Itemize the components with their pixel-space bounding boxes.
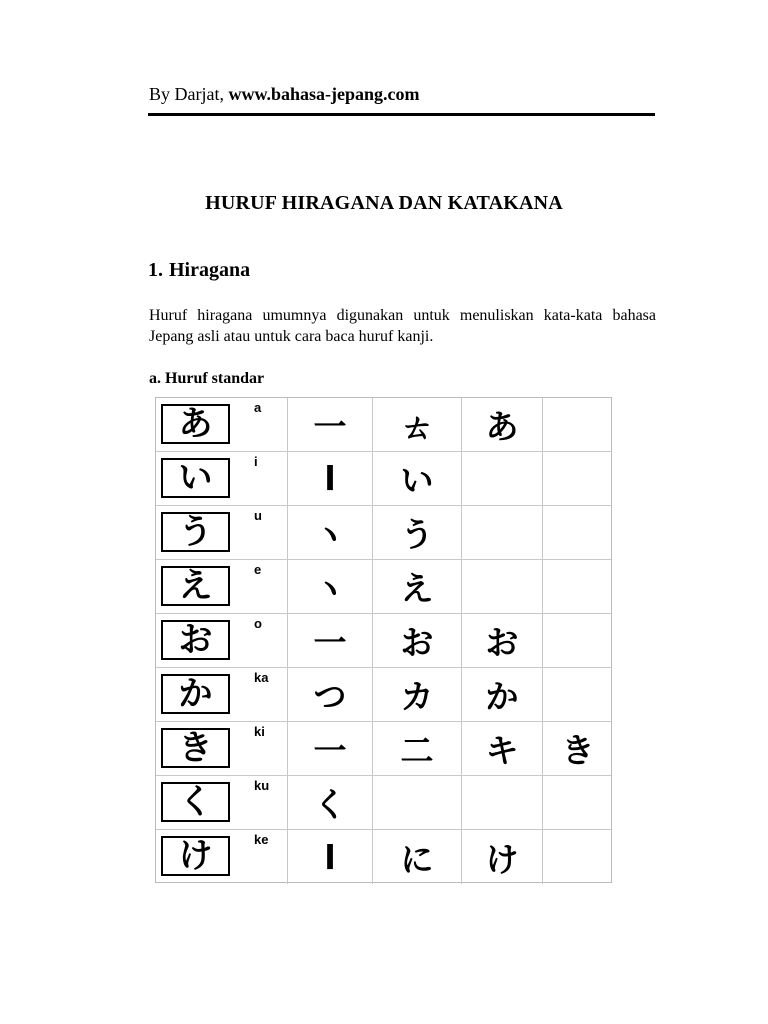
table-row xyxy=(156,722,611,776)
main-character-cell xyxy=(156,776,288,829)
stroke-step-cell: か xyxy=(462,668,543,721)
author-text: By Darjat, xyxy=(149,84,224,104)
table-row xyxy=(156,452,611,506)
section-number: 1. xyxy=(148,259,163,281)
romaji-label: u xyxy=(254,508,262,523)
stroke-step-cell: ㄊ xyxy=(373,398,462,451)
stroke-step-cell xyxy=(543,830,613,884)
stroke-step-cell xyxy=(462,452,543,505)
document-header xyxy=(149,84,420,105)
table-row xyxy=(156,830,611,884)
hiragana-character: か xyxy=(161,674,230,714)
romaji-label: o xyxy=(254,616,262,631)
intro-paragraph: Huruf hiragana umumnya digunakan untuk menuliskan kata-kata bahasa Jepang asli atau untuk cara baca huruf kanji. xyxy=(149,307,656,345)
stroke-step-cell xyxy=(543,560,613,613)
hiragana-stroke-table xyxy=(155,397,612,883)
stroke-step-cell xyxy=(543,614,613,667)
hiragana-character: く xyxy=(161,782,230,822)
hiragana-character: い xyxy=(161,458,230,498)
document-title: HURUF HIRAGANA DAN KATAKANA xyxy=(205,192,563,214)
hiragana-character: き xyxy=(161,728,230,768)
main-character-cell xyxy=(156,506,288,559)
stroke-step-cell: ヽ xyxy=(288,506,373,559)
main-character-cell xyxy=(156,668,288,721)
stroke-step-cell: く xyxy=(288,776,373,829)
main-character-cell xyxy=(156,398,288,451)
hiragana-character: う xyxy=(161,512,230,552)
main-character-cell xyxy=(156,722,288,775)
stroke-step-cell xyxy=(543,398,613,451)
hiragana-character: お xyxy=(161,620,230,660)
stroke-step-cell xyxy=(462,776,543,829)
stroke-step-cell: ヽ xyxy=(288,560,373,613)
stroke-step-cell: う xyxy=(373,506,462,559)
table-row xyxy=(156,560,611,614)
table-row xyxy=(156,398,611,452)
stroke-step-cell: 一 xyxy=(288,614,373,667)
romaji-label: ka xyxy=(254,670,269,685)
stroke-step-cell: つ xyxy=(288,668,373,721)
table-row xyxy=(156,506,611,560)
stroke-step-cell xyxy=(543,452,613,505)
subsection-heading: a. Huruf standar xyxy=(149,370,265,387)
stroke-step-cell xyxy=(373,776,462,829)
stroke-step-cell: お xyxy=(462,614,543,667)
stroke-step-cell: l xyxy=(288,452,373,505)
stroke-step-cell: に xyxy=(373,830,462,884)
stroke-step-cell: あ xyxy=(462,398,543,451)
romaji-label: ku xyxy=(254,778,270,793)
stroke-step-cell xyxy=(543,506,613,559)
stroke-step-cell xyxy=(543,668,613,721)
stroke-step-cell: カ xyxy=(373,668,462,721)
table-row xyxy=(156,668,611,722)
stroke-step-cell: い xyxy=(373,452,462,505)
stroke-step-cell: お xyxy=(373,614,462,667)
header-divider xyxy=(148,113,655,116)
stroke-step-cell: 二 xyxy=(373,722,462,775)
romaji-label: a xyxy=(254,400,262,415)
main-character-cell xyxy=(156,830,288,884)
stroke-step-cell: l xyxy=(288,830,373,884)
website-link[interactable]: www.bahasa-jepang.com xyxy=(228,84,420,104)
romaji-label: ki xyxy=(254,724,265,739)
stroke-step-cell: け xyxy=(462,830,543,884)
main-character-cell xyxy=(156,560,288,613)
hiragana-character: え xyxy=(161,566,230,606)
stroke-step-cell: キ xyxy=(462,722,543,775)
main-character-cell xyxy=(156,452,288,505)
hiragana-character: あ xyxy=(161,404,230,444)
stroke-step-cell xyxy=(543,776,613,829)
stroke-step-cell: き xyxy=(561,731,595,770)
stroke-step-cell: 一 xyxy=(288,722,373,775)
romaji-label: e xyxy=(254,562,262,577)
section-title: Hiragana xyxy=(169,259,251,281)
hiragana-character: け xyxy=(161,836,230,876)
table-row xyxy=(156,776,611,830)
romaji-label: i xyxy=(254,454,258,469)
table-row xyxy=(156,614,611,668)
main-character-cell xyxy=(156,614,288,667)
stroke-step-cell: 一 xyxy=(288,398,373,451)
stroke-step-cell xyxy=(462,560,543,613)
stroke-step-cell xyxy=(462,506,543,559)
stroke-step-cell: え xyxy=(373,560,462,613)
romaji-label: ke xyxy=(254,832,269,847)
section-heading xyxy=(148,259,250,282)
